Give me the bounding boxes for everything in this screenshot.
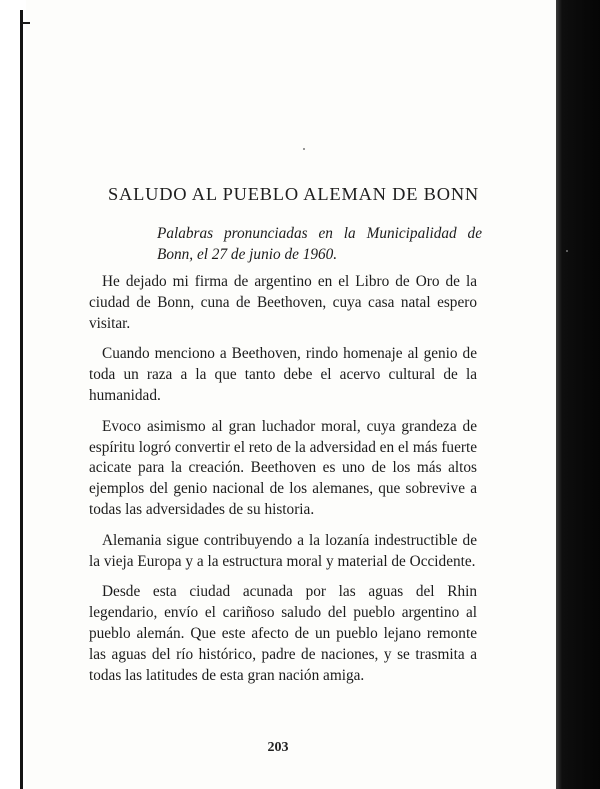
page-title: SALUDO AL PUEBLO ALEMAN DE BONN (108, 184, 479, 204)
binding-edge-mark (22, 22, 30, 24)
paragraph: He dejado mi firma de argentino en el Libro de Oro de la ciudad de Bonn, cuna de Beethoven, cuya casa natal espero visitar. (89, 273, 477, 332)
speech-subtitle: Palabras pronunciadas en la Municipalidad de Bonn, el 27 de junio de 1960. (157, 225, 482, 263)
binding-edge-line (20, 10, 23, 789)
paragraph: Evoco asimismo al gran luchador moral, cuya grandeza de espíritu logró convertir el reto de la adversidad en el más fuerte acicate para la creación. Beethoven es uno de los más altos ejemplos del genio nacional de los alemanes, que sobrevive a todas las adversidades de su historia. (89, 417, 477, 518)
paragraph: Alemania sigue contribuyendo a la lozanía indestructible de la vieja Europa y a la estructura moral y material de Occidente. (89, 531, 477, 570)
page-number: 203 (267, 740, 289, 755)
scan-speck (303, 148, 305, 150)
paragraph: Desde esta ciudad acunada por las aguas del Rhin legendario, envío el cariñoso saludo del pueblo argentino al pueblo alemán. Que este afecto de un pueblo lejano remonte las aguas del río histórico, padre de naciones, y se trasmita a todas las latitudes de esta gran nación amiga. (89, 583, 477, 684)
scan-shadow-band (556, 0, 600, 789)
paragraph: Cuando menciono a Beethoven, rindo homenaje al genio de toda un raza a la que tanto debe el acervo cultural de la humanidad. (89, 345, 477, 404)
speech-body (89, 272, 477, 696)
scan-speck (566, 250, 568, 252)
